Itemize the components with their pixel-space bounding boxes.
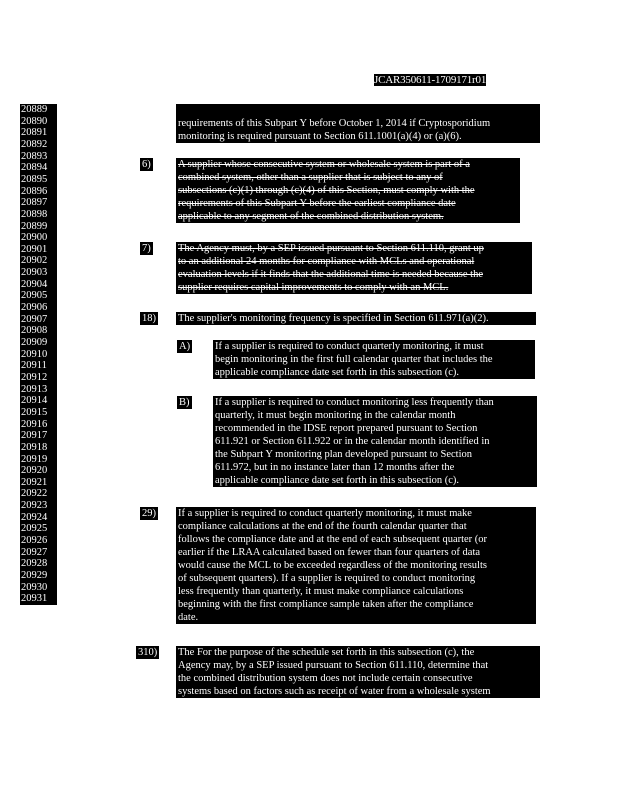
subsection-marker-10: 310) (138, 647, 158, 658)
line-number: 20926 (20, 535, 57, 547)
subsection-marker-A: A) (179, 341, 191, 352)
paragraph-subsection-8 (176, 312, 536, 325)
text-line: If a supplier is required to conduct monitoring less frequently than (215, 397, 494, 408)
text-line: quarterly, it must begin monitoring in the calendar month (215, 410, 456, 421)
text-line: follows the compliance date and at the end of each subsequent quarter (or (178, 534, 488, 545)
line-number: 20900 (20, 232, 57, 244)
line-number: 20919 (20, 454, 57, 466)
line-number: 20902 (20, 255, 57, 267)
paragraph-subsection-B (213, 396, 537, 487)
line-number: 20924 (20, 512, 57, 524)
line-number: 20922 (20, 488, 57, 500)
paragraph-subsection-7 (176, 242, 532, 294)
line-number: 20912 (20, 372, 57, 384)
line-number: 20915 (20, 407, 57, 419)
line-number: 20929 (20, 570, 57, 582)
line-number: 20913 (20, 384, 57, 396)
text-line: begin monitoring in the first full calendar quarter that includes the (215, 354, 493, 365)
line-number: 20907 (20, 314, 57, 326)
line-number: 20930 (20, 582, 57, 594)
paragraph-subsection-A (213, 340, 535, 379)
subsection-marker-B: B) (179, 397, 190, 408)
line-number: 20914 (20, 395, 57, 407)
text-line: The For the purpose of the schedule set forth in this subsection (c), the (178, 647, 475, 658)
paragraph-top-continuation (176, 104, 540, 143)
text-line: supplier requires capital improvements to comply with an MCL. (178, 282, 449, 293)
line-number: 20891 (20, 127, 57, 139)
document-id: JCAR350611-1709171r01 (374, 74, 487, 86)
text-line: to an additional 24 months for compliance with MCLs and operational (178, 256, 475, 267)
text-line: subsections (c)(1) through (c)(4) of this Section, must comply with the (178, 185, 475, 196)
line-number: 20920 (20, 465, 57, 477)
line-number: 20892 (20, 139, 57, 151)
paragraph-subsection-10 (176, 646, 540, 698)
text-line: If a supplier is required to conduct quarterly monitoring, it must make (178, 508, 472, 519)
text-line: The Agency must, by a SEP issued pursuant to Section 611.110, grant up (178, 243, 484, 254)
text-line: applicable compliance date set forth in this subsection (c). (215, 475, 460, 486)
text-line: Agency may, by a SEP issued pursuant to Section 611.110, determine that (178, 660, 489, 671)
line-number: 20906 (20, 302, 57, 314)
paragraph-subsection-6 (176, 158, 520, 223)
line-number: 20893 (20, 151, 57, 163)
line-number: 20908 (20, 325, 57, 337)
text-line: date. (178, 612, 199, 623)
text-line: requirements of this Subpart Y before October 1, 2014 if Cryptosporidium (178, 118, 491, 129)
line-number: 20931 (20, 593, 57, 605)
line-number: 20894 (20, 162, 57, 174)
line-number: 20896 (20, 186, 57, 198)
line-number: 20923 (20, 500, 57, 512)
text-line: 611.972, but in no instance later than 12 months after the (215, 462, 455, 473)
text-line: of subsequent quarters). If a supplier is required to conduct monitoring (178, 573, 476, 584)
text-line: earlier if the LRAA calculated based on fewer than four quarters of data (178, 547, 481, 558)
text-line: applicable to any segment of the combined distribution system. (178, 211, 444, 222)
text-line: evaluation levels if it finds that the additional time is needed because the (178, 269, 483, 280)
line-number: 20925 (20, 523, 57, 535)
subsection-marker-7: 7) (142, 243, 151, 254)
text-line: less frequently than quarterly, it must make compliance calculations (178, 586, 464, 597)
subsection-marker-6: 6) (142, 159, 151, 170)
paragraph-subsection-9 (176, 507, 536, 624)
line-number: 20911 (20, 360, 57, 372)
line-number: 20890 (20, 116, 57, 128)
text-line: systems based on factors such as receipt of water from a wholesale system (178, 686, 491, 697)
line-number: 20928 (20, 558, 57, 570)
text-line (178, 104, 538, 117)
text-line: recommended in the IDSE report prepared pursuant to Section (215, 423, 478, 434)
text-line: requirements of this Subpart Y before the earliest compliance date (178, 198, 456, 209)
line-number: 20909 (20, 337, 57, 349)
line-number: 20904 (20, 279, 57, 291)
text-line: 611.921 or Section 611.922 or in the calendar month identified in (215, 436, 490, 447)
line-number: 20927 (20, 547, 57, 559)
text-line: monitoring is required pursuant to Section 611.1001(a)(4) or (a)(6). (178, 131, 462, 142)
text-line: applicable compliance date set forth in this subsection (c). (215, 367, 460, 378)
line-number: 20903 (20, 267, 57, 279)
line-number: 20895 (20, 174, 57, 186)
line-number: 20917 (20, 430, 57, 442)
line-number: 20889 (20, 104, 57, 116)
line-number: 20918 (20, 442, 57, 454)
line-number: 20916 (20, 419, 57, 431)
line-number: 20910 (20, 349, 57, 361)
text-line: A supplier whose consecutive system or wholesale system is part of a (178, 159, 470, 170)
text-line: would cause the MCL to be exceeded regardless of the monitoring results (178, 560, 487, 571)
line-number: 20921 (20, 477, 57, 489)
line-number: 20901 (20, 244, 57, 256)
text-line: beginning with the first compliance sample taken after the compliance (178, 599, 474, 610)
text-line: combined system, other than a supplier that is subject to any of (178, 172, 443, 183)
text-line: If a supplier is required to conduct quarterly monitoring, it must (215, 341, 484, 352)
subsection-marker-8: 18) (142, 313, 156, 324)
line-number: 20905 (20, 290, 57, 302)
line-number: 20898 (20, 209, 57, 221)
text-line: the Subpart Y monitoring plan developed pursuant to Section (215, 449, 473, 460)
subsection-marker-9: 29) (142, 508, 156, 519)
line-number: 20899 (20, 221, 57, 233)
text-line: the combined distribution system does not include certain consecutive (178, 673, 473, 684)
text-line: The supplier's monitoring frequency is specified in Section 611.971(a)(2). (178, 313, 489, 324)
line-number: 20897 (20, 197, 57, 209)
text-line: compliance calculations at the end of the fourth calendar quarter that (178, 521, 467, 532)
